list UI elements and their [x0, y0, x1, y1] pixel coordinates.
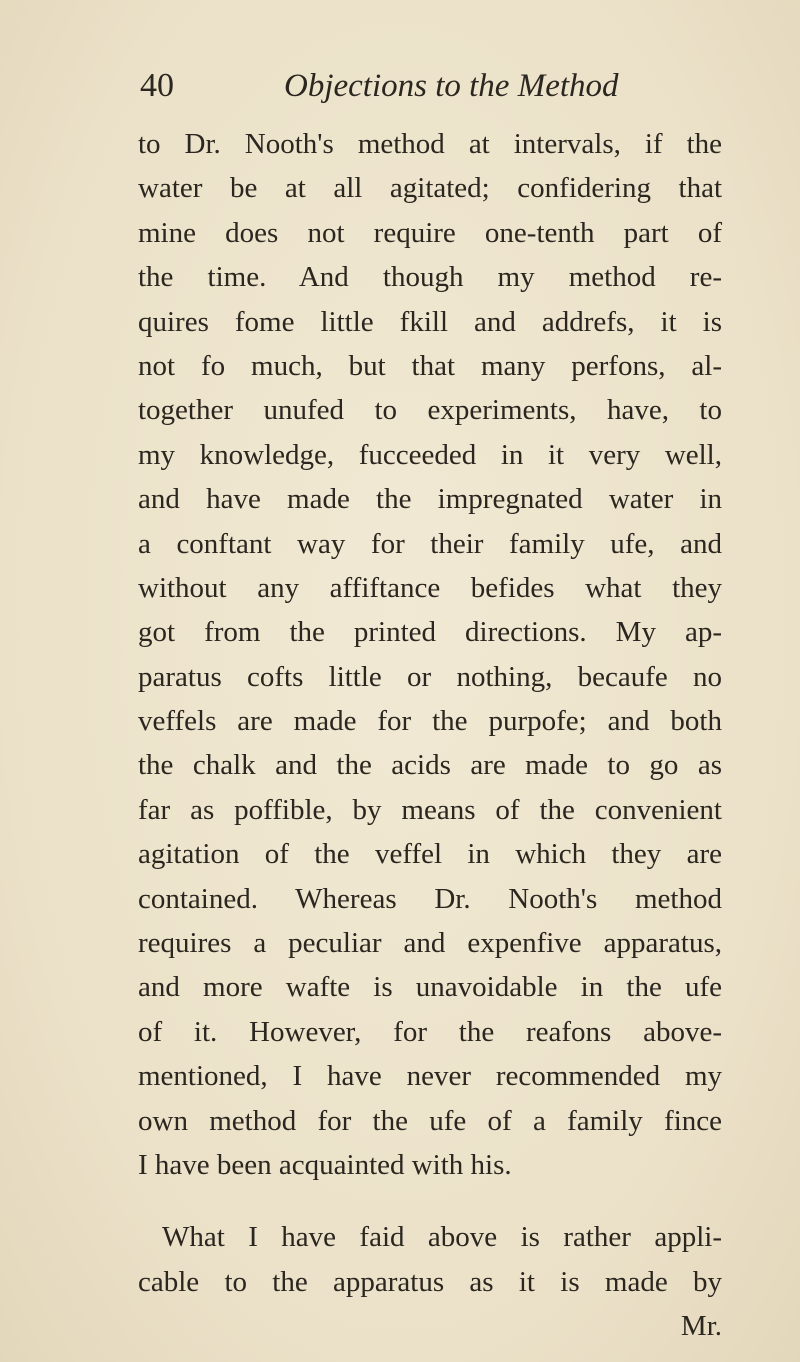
text-line: not fo much, but that many perfons, al-	[138, 349, 722, 382]
text-line: the chalk and the acids are made to go as	[138, 749, 722, 782]
page-number: 40	[140, 67, 174, 104]
text-line: without any affiftance befides what they	[138, 571, 722, 604]
text-line: the time. And though my method re-	[138, 261, 722, 294]
text-line: contained. Whereas Dr. Nooth's method	[138, 882, 722, 915]
text-line: together unufed to experiments, have, to	[138, 394, 722, 427]
text-line: my knowledge, fucceeded in it very well,	[138, 438, 722, 471]
text-line: requires a peculiar and expenfive apparatus,	[138, 927, 722, 960]
text-line: far as poffible, by means of the convenient	[138, 793, 722, 826]
text-line: got from the printed directions. My ap-	[138, 616, 722, 649]
text-line: mentioned, I have never recommended my	[138, 1060, 722, 1093]
text-line: to Dr. Nooth's method at intervals, if the	[138, 128, 722, 160]
text-line: a conftant way for their family ufe, and	[138, 527, 722, 560]
paragraph-gap	[138, 1187, 722, 1215]
text-line: and more wafte is unavoidable in the ufe	[138, 971, 722, 1004]
text-line: cable to the apparatus as it is made by	[138, 1265, 722, 1298]
text-line: and have made the impregnated water in	[138, 483, 722, 516]
text-line: I have been acquainted with his.	[138, 1148, 512, 1181]
catchword: Mr.	[680, 1310, 722, 1343]
text-line: What I have faid above is rather appli-	[162, 1221, 722, 1254]
text-line: of it. However, for the reafons above-	[138, 1015, 722, 1048]
text-line: water be at all agitated; confidering that	[138, 172, 722, 205]
body-text	[138, 122, 722, 1349]
page-header	[140, 66, 640, 106]
paragraph-2	[138, 1215, 722, 1304]
paragraph-1	[138, 122, 722, 1187]
text-line: agitation of the veffel in which they are	[138, 838, 722, 871]
text-line: quires fome little fkill and addrefs, it is	[138, 305, 722, 338]
text-line: mine does not require one-tenth part of	[138, 216, 722, 249]
text-line: paratus cofts little or nothing, becaufe no	[138, 660, 722, 693]
text-line: veffels are made for the purpofe; and both	[138, 705, 722, 738]
text-line: own method for the ufe of a family fince	[138, 1104, 722, 1137]
running-title: Objections to the Method	[284, 68, 619, 104]
